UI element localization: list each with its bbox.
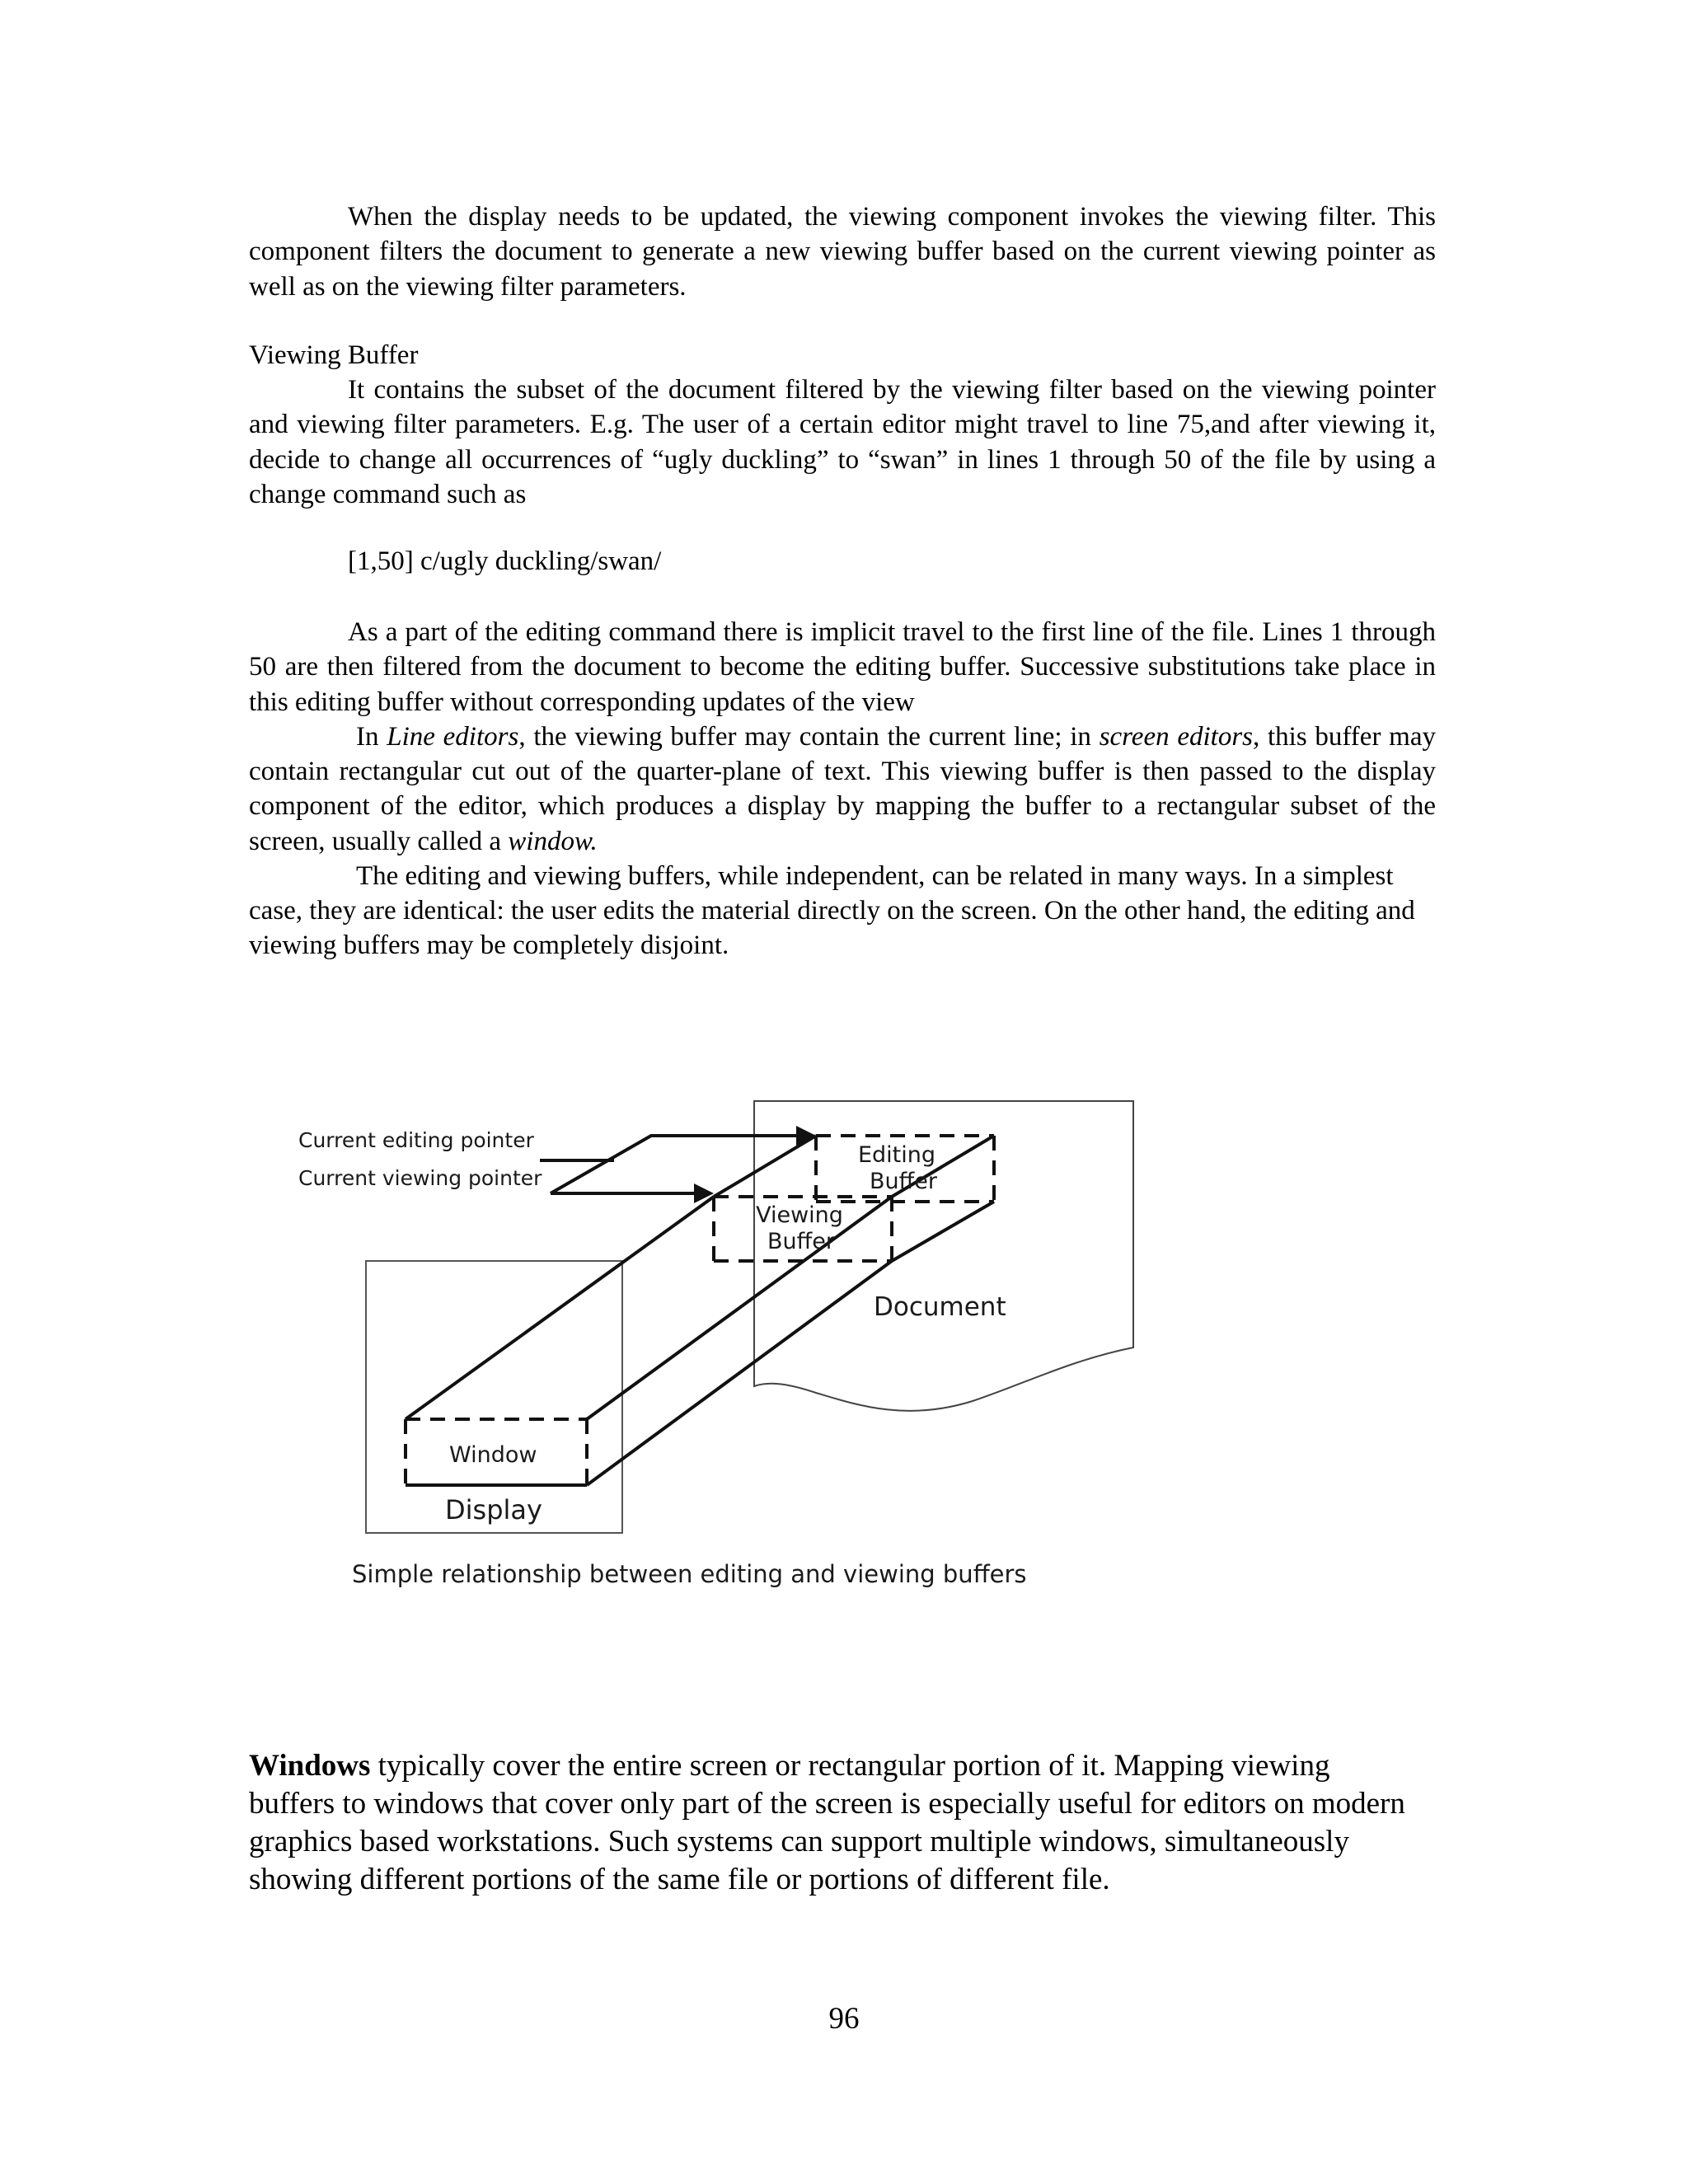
- label-window: Window: [449, 1442, 537, 1468]
- emphasis-window: window.: [508, 826, 598, 856]
- label-editing-buffer-1: Editing: [857, 1142, 936, 1168]
- paragraph-text: When the display needs to be updated, the viewing component invokes the viewing filter. This component filters the document to generate a new viewing buffer based on the current viewing pointer as well as on the viewing filter parameters.: [249, 202, 1436, 302]
- paragraph-windows-text: [249, 1747, 1419, 1899]
- paragraph-implicit-travel: As a part of the editing command there is implicit travel to the first line of the file. Lines 1 through 50 are then filtered from the document to become the editing buffer. Successive substitutions take place in this editing buffer without corresponding updates of the view: [249, 617, 1436, 717]
- heading-viewing-buffer: Viewing Buffer: [249, 340, 419, 370]
- label-viewing-buffer-2: Buffer: [767, 1229, 835, 1254]
- display-box: [366, 1261, 622, 1533]
- paragraph-viewing-buffer: It contains the subset of the document filtered by the viewing filter based on the viewing pointer and viewing filter parameters. E.g. The user of a certain editor might travel to line 75,and after viewing it, decide to change all occurrences of “ugly duckling” to “swan” in lines 1 through 50 of the file by using a change command such as: [249, 375, 1436, 509]
- emphasis-line-editors: Line editors: [387, 721, 519, 752]
- pointer-arrows: [540, 1136, 798, 1193]
- bold-windows: Windows: [249, 1749, 371, 1783]
- change-command: [1,50] c/ugly duckling/swan/: [348, 546, 662, 576]
- text-run: , the viewing buffer may contain the current line; in: [518, 721, 1100, 752]
- paragraph-windows: [249, 1747, 1419, 1899]
- label-viewing-pointer: Current viewing pointer: [298, 1166, 542, 1190]
- emphasis-screen-editors: screen editors: [1099, 721, 1253, 752]
- figure-caption: Simple relationship between editing and viewing buffers: [352, 1560, 1027, 1588]
- label-editing-buffer-2: Buffer: [870, 1169, 937, 1194]
- paragraph-buffers-related: The editing and viewing buffers, while independent, can be related in many ways. In a simplest case, they are identical: the user edits the material directly on the screen. On the other hand, the editing and viewing buffers may be completely disjoint.: [249, 861, 1415, 961]
- label-display: Display: [445, 1494, 542, 1526]
- label-viewing-buffer-1: Viewing: [756, 1202, 843, 1228]
- text-run: , this buffer may contain rectangular cut out of the quarter-plane of text. This viewing buffer is then passed to the display component of the editor, which produces a display by mapping the buffer to a rectangular subset of the screen, usually called a: [249, 721, 1436, 856]
- text-run: In: [356, 721, 387, 752]
- label-editing-pointer: Current editing pointer: [298, 1128, 534, 1152]
- text-run: typically cover the entire screen or rectangular portion of it. Mapping viewing buffers to windows that cover only part of the screen is especially useful for editors on modern graphics based workstations. Such systems can support multiple windows, simultaneously showing different portions of the same file or portions of different file.: [249, 1749, 1405, 1896]
- page-number: 96: [828, 2002, 860, 2036]
- label-document: Document: [874, 1292, 1006, 1322]
